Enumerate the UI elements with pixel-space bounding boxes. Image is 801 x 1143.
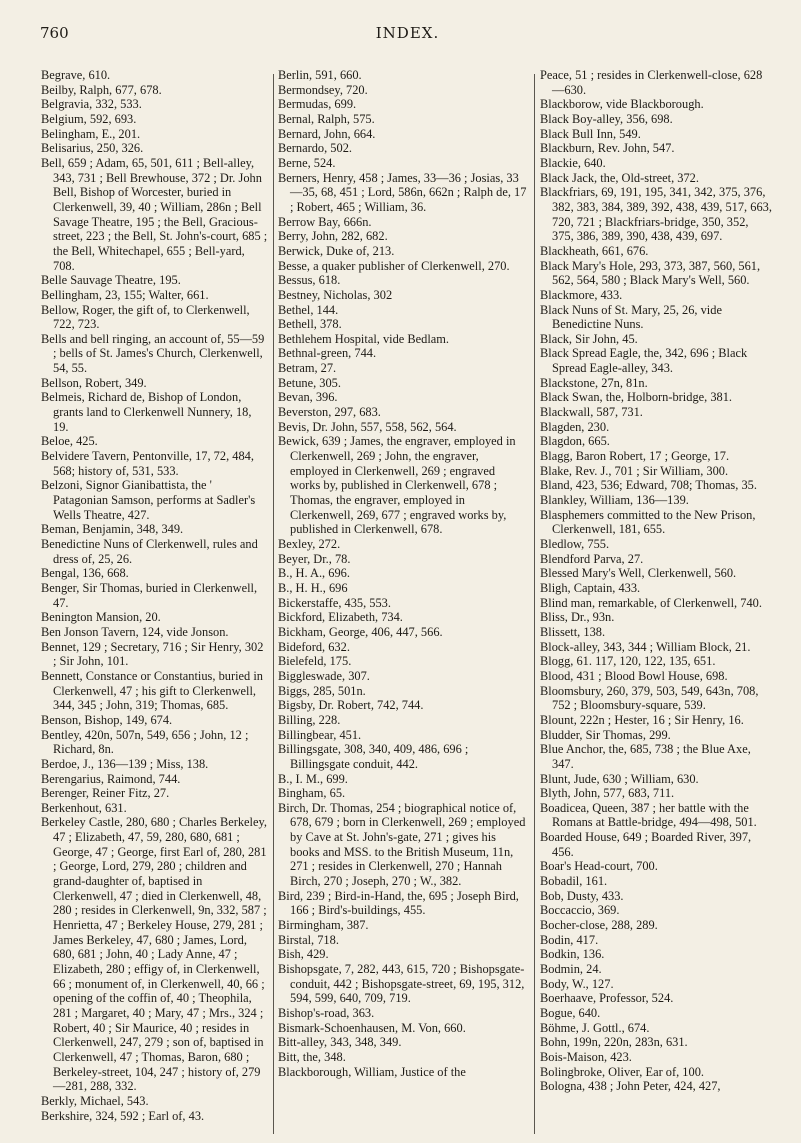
index-entry: Bledlow, 755.	[540, 537, 610, 551]
index-entry: Berkly, Michael, 543.	[41, 1093, 149, 1108]
index-entry: B., H. A., 696.	[278, 566, 350, 581]
index-entry: Bennet, 129 ; Secretary, 716 ; Sir Henry, 302 ; Sir John, 101.	[41, 639, 264, 669]
index-entry: Berners, Henry, 458 ; James, 33—36 ; Josias, 33—35, 68, 451 ; Lord, 586n, 662n ; Ralph de, 17 ; Robert, 465 ; William, 36.	[278, 170, 527, 214]
index-entry: Blake, Rev. J., 701 ; Sir William, 300.	[540, 463, 729, 478]
index-entry: Böhme, J. Gottl., 674.	[540, 1020, 650, 1035]
index-entry: Bohn, 199n, 220n, 283n, 631.	[540, 1035, 688, 1050]
index-entry: Blankley, William, 136—139.	[540, 493, 689, 508]
index-entry: Bois-Maison, 423.	[540, 1049, 632, 1064]
index-entry: Bengal, 136, 668.	[41, 566, 129, 581]
index-entry: Billing, 228.	[278, 712, 341, 727]
index-entry: Birch, Dr. Thomas, 254 ; biographical notice of, 678, 679 ; born in Clerkenwell, 269 ; employed by Cave at St. John's-gate, 271 ; gives his books and MSS. to the British Museum, 11n, 271 ; resides in Clerkenwell, 270 ; Hannah Birch, 270 ; Joseph, 270 ; W., 382.	[278, 800, 526, 889]
index-entry: Berkenhout, 631.	[41, 800, 127, 815]
index-entry: Bethnal-green, 744.	[278, 346, 377, 361]
index-entry: Belmeis, Richard de, Bishop of London, grants land to Clerkenwell Nunnery, 18, 19.	[41, 390, 252, 434]
index-entry: Black Jack, the, Old-street, 372.	[540, 170, 699, 185]
index-entry: Belgium, 592, 693.	[41, 111, 137, 126]
index-column-right	[540, 68, 772, 1140]
index-entry: B., I. M., 699.	[278, 771, 348, 786]
index-entry: Bludder, Sir Thomas, 299.	[540, 727, 671, 742]
index-entry: Bermudas, 699.	[278, 97, 357, 112]
index-entry: Blackie, 640.	[540, 155, 606, 170]
index-entry: Bloomsbury, 260, 379, 503, 549, 643n, 708, 752 ; Bloomsbury-square, 539.	[540, 683, 759, 713]
index-entry: Bird, 239 ; Bird-in-Hand, the, 695 ; Joseph Bird, 166 ; Bird's-buildings, 455.	[278, 888, 519, 918]
index-entry: Bodin, 417.	[540, 932, 599, 947]
index-entry: Belzoni, Signor Gianibattista, the ' Patagonian Samson, performs at Sadler's Wells Theatre, 427.	[41, 478, 256, 522]
index-entry: Bickerstaffe, 435, 553.	[278, 595, 391, 610]
index-entry: Black Boy-alley, 356, 698.	[540, 111, 673, 126]
index-entry: Berdoe, J., 136—139 ; Miss, 138.	[41, 756, 209, 771]
index-entry: Black Mary's Hole, 293, 373, 387, 560, 561, 562, 564, 580 ; Black Mary's Well, 560.	[540, 258, 761, 288]
index-entry: Bickford, Elizabeth, 734.	[278, 610, 403, 625]
index-entry: Peace, 51 ; resides in Clerkenwell-close, 628—630.	[540, 68, 763, 97]
index-entry: Berlin, 591, 660.	[278, 68, 362, 82]
index-entry: Bitt, the, 348.	[278, 1049, 346, 1064]
index-entry: Blackfriars, 69, 191, 195, 341, 342, 375, 376, 382, 383, 384, 389, 392, 438, 439, 517, 663, 720, 721 ; Blackfriars-bridge, 350, 352, 375, 386, 389, 390, 438, 439, 697.	[540, 185, 772, 244]
index-entry: Bevis, Dr. John, 557, 558, 562, 564.	[278, 419, 457, 434]
index-entry: Blessed Mary's Well, Clerkenwell, 560.	[540, 566, 737, 581]
index-entry: Boccaccio, 369.	[540, 903, 620, 918]
index-entry: Bland, 423, 536; Edward, 708; Thomas, 35.	[540, 478, 757, 493]
column-divider	[273, 74, 274, 1134]
index-entry: Bellow, Roger, the gift of, to Clerkenwell, 722, 723.	[41, 302, 250, 332]
index-entry: Bermondsey, 720.	[278, 82, 368, 97]
page-header	[40, 24, 775, 46]
index-entry: Beverston, 297, 683.	[278, 405, 381, 420]
index-entry: Bernard, John, 664.	[278, 126, 376, 141]
index-entry: Billingsgate, 308, 340, 409, 486, 696 ; Billingsgate conduit, 442.	[278, 742, 469, 771]
index-entry: Bennett, Constance or Constantius, buried in Clerkenwell, 47 ; his gift to Clerkenwell, 344, 345 ; John, 319; Thomas, 685.	[41, 668, 263, 713]
index-entry: Bigsby, Dr. Robert, 742, 744.	[278, 698, 424, 713]
index-entry: Beyer, Dr., 78.	[278, 551, 351, 566]
index-entry: Bliss, Dr., 93n.	[540, 610, 615, 625]
index-entry: Biggleswade, 307.	[278, 668, 370, 683]
index-entry: Bob, Dusty, 433.	[540, 888, 624, 903]
index-entry: Beman, Benjamin, 348, 349.	[41, 522, 184, 537]
index-entry: Bestney, Nicholas, 302	[278, 287, 393, 302]
index-entry: Boarded House, 649 ; Boarded River, 397, 456.	[540, 830, 752, 859]
index-entry: Berwick, Duke of, 213.	[278, 243, 395, 258]
index-entry: Blue Anchor, the, 685, 738 ; the Blue Axe, 347.	[540, 742, 751, 771]
index-entry: Biggs, 285, 501n.	[278, 683, 366, 698]
index-entry: Belgravia, 332, 533.	[41, 97, 142, 112]
index-entry: Blissett, 138.	[540, 624, 606, 639]
index-entry: Berne, 524.	[278, 155, 336, 170]
index-entry: Blagdon, 665.	[540, 434, 610, 449]
index-entry: Bolingbroke, Oliver, Ear of, 100.	[540, 1064, 704, 1079]
index-entry: Blunt, Jude, 630 ; William, 630.	[540, 771, 699, 786]
index-entry: Bells and bell ringing, an account of, 55—59 ; bells of St. James's Church, Clerkenwell, 54, 55.	[41, 331, 265, 376]
index-entry: Blogg, 61. 117, 120, 122, 135, 651.	[540, 654, 716, 669]
index-entry: B., H. H., 696	[278, 580, 348, 595]
index-entry: Blagg, Baron Robert, 17 ; George, 17.	[540, 449, 730, 464]
index-column-left	[41, 68, 269, 1140]
index-entry: Blackburn, Rev. John, 547.	[540, 141, 675, 156]
index-entry: Berengarius, Raimond, 744.	[41, 771, 181, 786]
index-entry: Begrave, 610.	[41, 68, 111, 82]
index-entry: Beloe, 425.	[41, 434, 98, 449]
index-entry: Boadicea, Queen, 387 ; her battle with the Romans at Battle-bridge, 494—498, 501.	[540, 800, 757, 830]
index-entry: Blendford Parva, 27.	[540, 551, 644, 566]
index-entry: Block-alley, 343, 344 ; William Block, 21.	[540, 639, 751, 654]
index-entry: Bernal, Ralph, 575.	[278, 111, 375, 126]
index-entry: Beilby, Ralph, 677, 678.	[41, 82, 162, 97]
index-entry: Blount, 222n ; Hester, 16 ; Sir Henry, 16.	[540, 712, 744, 727]
index-entry: Black Spread Eagle, the, 342, 696 ; Black Spread Eagle-alley, 343.	[540, 346, 748, 376]
index-entry: Bevan, 396.	[278, 390, 338, 405]
index-entry: Bickham, George, 406, 447, 566.	[278, 624, 443, 639]
index-entry: Bogue, 640.	[540, 1006, 601, 1020]
index-entry: Bessus, 618.	[278, 273, 341, 288]
index-entry: Blagden, 230.	[540, 419, 610, 434]
index-entry: Bexley, 272.	[278, 537, 341, 551]
index-entry: Berkshire, 324, 592 ; Earl of, 43.	[41, 1108, 205, 1123]
column-divider	[534, 74, 535, 1134]
index-entry: Birmingham, 387.	[278, 918, 369, 933]
index-entry: Bentley, 420n, 507n, 549, 656 ; John, 12 ; Richard, 8n.	[41, 727, 249, 757]
index-entry: Birstal, 718.	[278, 932, 339, 947]
index-entry: Body, W., 127.	[540, 976, 614, 991]
index-entry: Bodkin, 136.	[540, 947, 605, 962]
index-entry: Bligh, Captain, 433.	[540, 580, 641, 595]
index-entry: Black, Sir John, 45.	[540, 331, 638, 346]
index-entry: Benson, Bishop, 149, 674.	[41, 712, 173, 727]
index-entry: Berenger, Reiner Fitz, 27.	[41, 786, 170, 801]
index-entry: Belvidere Tavern, Pentonville, 17, 72, 484, 568; history of, 531, 533.	[41, 449, 254, 478]
index-entry: Bernardo, 502.	[278, 141, 352, 156]
index-entry: Benedictine Nuns of Clerkenwell, rules and dress of, 25, 26.	[41, 537, 258, 566]
index-entry: Bethlehem Hospital, vide Bedlam.	[278, 331, 450, 346]
index-entry: Bishop's-road, 363.	[278, 1006, 375, 1020]
index-entry: Bethell, 378.	[278, 317, 342, 332]
index-entry: Blackheath, 661, 676.	[540, 243, 649, 258]
index-entry: Bellson, Robert, 349.	[41, 375, 147, 390]
index-entry: Boar's Head-court, 700.	[540, 859, 658, 874]
index-entry: Black Bull Inn, 549.	[540, 126, 641, 141]
index-entry: Bish, 429.	[278, 947, 329, 962]
index-entry: Berrow Bay, 666n.	[278, 214, 372, 229]
index-entry: Black Swan, the, Holborn-bridge, 381.	[540, 390, 733, 405]
index-entry: Bielefeld, 175.	[278, 654, 352, 669]
index-entry: Billingbear, 451.	[278, 727, 362, 742]
index-entry: Benger, Sir Thomas, buried in Clerkenwell, 47.	[41, 580, 258, 610]
index-entry: Bishopsgate, 7, 282, 443, 615, 720 ; Bishopsgate-conduit, 442 ; Bishopsgate-street, 69, 195, 312, 594, 599, 640, 709, 719.	[278, 962, 525, 1006]
index-entry: Belingham, E., 201.	[41, 126, 141, 141]
index-entry: Black Nuns of St. Mary, 25, 26, vide Benedictine Nuns.	[540, 302, 722, 332]
index-entry: Blind man, remarkable, of Clerkenwell, 740.	[540, 595, 762, 610]
index-entry: Blackwall, 587, 731.	[540, 405, 643, 420]
index-entry: Bitt-alley, 343, 348, 349.	[278, 1035, 402, 1050]
index-entry: Bodmin, 24.	[540, 962, 602, 977]
index-entry: Boerhaave, Professor, 524.	[540, 991, 674, 1006]
index-entry: Blackborow, vide Blackborough.	[540, 97, 704, 112]
index-entry: Betune, 305.	[278, 375, 341, 390]
index-entry: Bocher-close, 288, 289.	[540, 918, 658, 933]
page-title: INDEX.	[375, 24, 440, 42]
index-entry: Berry, John, 282, 682.	[278, 229, 388, 244]
index-entry: Blasphemers committed to the New Prison, Clerkenwell, 181, 655.	[540, 507, 756, 537]
index-entry: Blackstone, 27n, 81n.	[540, 375, 648, 390]
index-entry: Bell, 659 ; Adam, 65, 501, 611 ; Bell-alley, 343, 731 ; Bell Brewhouse, 372 ; Dr. John Bell, Bishop of Worcester, buried in Clerkenwell, 39, 40 ; William, 286n ; Bell Savage Theatre, 195 ; the Bell, Gracious-street, 223 ; the Bell, St. John's-court, 685 ; the Bell, Whitechapel, 655 ; Bell-yard, 708.	[41, 155, 268, 273]
index-entry: Bingham, 65.	[278, 786, 346, 801]
index-entry: Bologna, 438 ; John Peter, 424, 427,	[540, 1079, 721, 1094]
index-entry: Besse, a quaker publisher of Clerkenwell, 270.	[278, 258, 510, 273]
index-entry: Bellingham, 23, 155; Walter, 661.	[41, 287, 209, 302]
index-entry: Berkeley Castle, 280, 680 ; Charles Berkeley, 47 ; Elizabeth, 47, 59, 280, 680, 681 ; George, 47 ; George, first Earl of, 280, 281 ; George, Lord, 279, 280 ; children and grand-daughter of, baptised in Clerkenwell, 47 ; died in Clerkenwell, 48, 280 ; resides in Clerkenwell, 9n, 332, 587 ; Henrietta, 47 ; Berkeley House, 279, 281 ; James Berkeley, 47, 680 ; James, Lord, 680, 681 ; John, 40 ; Lady Anne, 47 ; Elizabeth, 280 ; effigy of, in Clerkenwell, 66 ; monument of, in Clerkenwell, 40, 66 ; opening of the coffin of, 40 ; Theophila, 281 ; Margaret, 40 ; Mary, 47 ; Mrs., 324 ; Robert, 40 ; Sir Maurice, 40 ; resides in Clerkenwell, 247, 279 ; son of, baptised in Clerkenwell, 47 ; Thomas, Baron, 680 ; Berkeley-street, 104, 247 ; history of, 279—281, 288, 332.	[41, 815, 267, 1094]
index-entry: Blackmore, 433.	[540, 287, 623, 302]
index-entry: Bewick, 639 ; James, the engraver, employed in Clerkenwell, 269 ; John, the engraver, employed in Clerkenwell, 269 ; engraved works by, published in Clerkenwell, 678 ; Thomas, the engraver, employed in Clerkenwell, 269, 677 ; engraved works by, published in Clerkenwell, 678.	[278, 434, 516, 537]
page-number: 760	[40, 24, 69, 42]
index-entry: Belle Sauvage Theatre, 195.	[41, 273, 181, 288]
index-entry: Benington Mansion, 20.	[41, 610, 161, 625]
index-entry: Ben Jonson Tavern, 124, vide Jonson.	[41, 624, 229, 639]
index-entry: Blyth, John, 577, 683, 711.	[540, 786, 675, 801]
index-entry: Blackborough, William, Justice of the	[278, 1064, 466, 1079]
index-column-middle	[278, 68, 528, 1140]
index-entry: Belisarius, 250, 326.	[41, 141, 144, 156]
index-entry: Blood, 431 ; Blood Bowl House, 698.	[540, 668, 728, 683]
index-entry: Bobadil, 161.	[540, 874, 608, 889]
index-entry: Bismark-Schoenhausen, M. Von, 660.	[278, 1020, 466, 1035]
index-entry: Bideford, 632.	[278, 639, 350, 654]
index-entry: Betram, 27.	[278, 361, 337, 376]
index-entry: Bethel, 144.	[278, 302, 339, 317]
